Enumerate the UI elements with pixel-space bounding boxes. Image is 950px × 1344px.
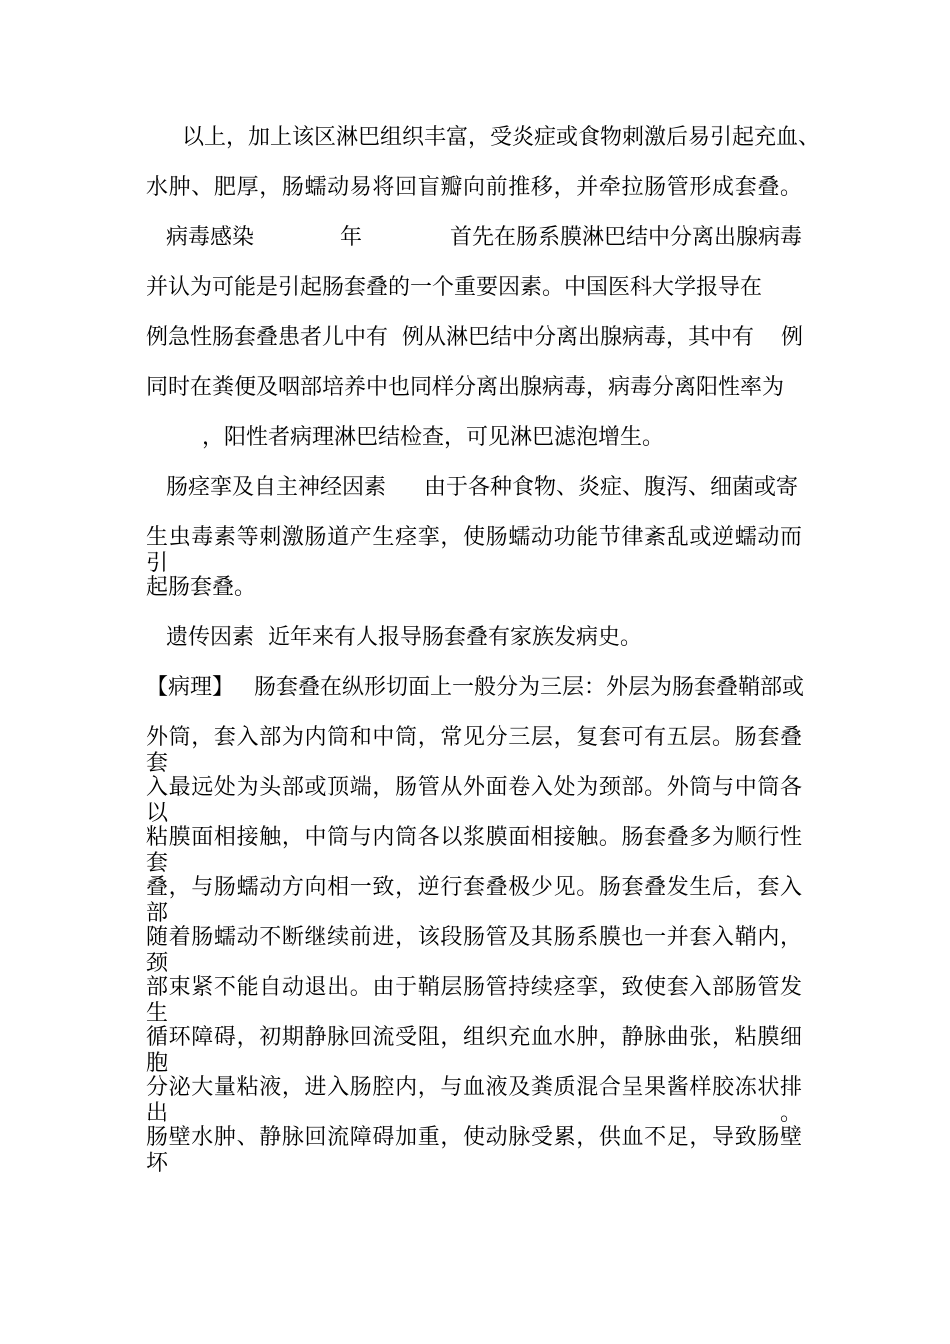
text-line: 入最远处为头部或顶端，肠管从外面卷入处为颈部。外筒与中筒各以 [146, 775, 802, 826]
text-line: 以上，加上该区淋巴组织丰富，受炎症或食物刺激后易引起充血、 [182, 125, 821, 150]
text-line: 循环障碍，初期静脉回流受阻，组织充血水肿，静脉曲张，粘膜细胞 [146, 1025, 802, 1076]
text-line: 首先在肠系膜淋巴结中分离出腺病毒 [450, 225, 803, 250]
text-line: 生虫毒素等刺激肠道产生痉挛，使肠蠕动功能节律紊乱或逆蠕动而引 [146, 525, 802, 576]
text-line: 年 [340, 225, 363, 250]
text-line: 叠，与肠蠕动方向相一致，逆行套叠极少见。肠套叠发生后，套入部 [146, 875, 802, 926]
text-line: 外筒，套入部为内筒和中筒，常见分三层，复套可有五层。肠套叠套 [146, 725, 802, 776]
text-line: 同时在粪便及咽部培养中也同样分离出腺病毒，病毒分离阳性率为 [146, 375, 785, 400]
text-line: 例从淋巴结中分离出腺病毒，其中有 [402, 325, 755, 350]
text-line: 病毒感染 [166, 225, 255, 250]
text-line: 由于各种食物、炎症、腹泻、细菌或寄 [424, 475, 799, 500]
text-line: 分泌大量粘液，进入肠腔内，与血液及粪质混合呈果酱样胶冻状排出。 [146, 1075, 802, 1126]
text-line: 遗传因素 近年来有人报导肠套叠有家族发病史。 [166, 625, 642, 650]
text-line: 随着肠蠕动不断继续前进，该段肠管及其肠系膜也一并套入鞘内，颈 [146, 925, 802, 976]
section-heading: 【病理】 [146, 675, 235, 700]
text-line: 粘膜面相接触，中筒与内筒各以浆膜面相接触。肠套叠多为顺行性套 [146, 825, 802, 876]
text-line: 肠壁水肿、静脉回流障碍加重，使动脉受累，供血不足，导致肠壁坏 [146, 1125, 802, 1176]
text-line: ，阳性者病理淋巴结检查，可见淋巴滤泡增生。 [202, 425, 665, 450]
text-line: 肠套叠在纵形切面上一般分为三层：外层为肠套叠鞘部或 [254, 675, 805, 700]
text-line: 例急性肠套叠患者儿中有 [146, 325, 389, 350]
text-line: 部束紧不能自动退出。由于鞘层肠管持续痉挛，致使套入部肠管发生 [146, 975, 802, 1026]
text-line: 例 [781, 325, 804, 350]
text-line: 肠痉挛及自主神经因素 [166, 475, 387, 500]
text-line: 并认为可能是引起肠套叠的一个重要因素。中国医科大学报导在 [146, 275, 763, 300]
text-line: 水肿、肥厚，肠蠕动易将回盲瓣向前推移，并牵拉肠管形成套叠。 [146, 175, 802, 200]
text-line: 起肠套叠。 [146, 575, 257, 600]
